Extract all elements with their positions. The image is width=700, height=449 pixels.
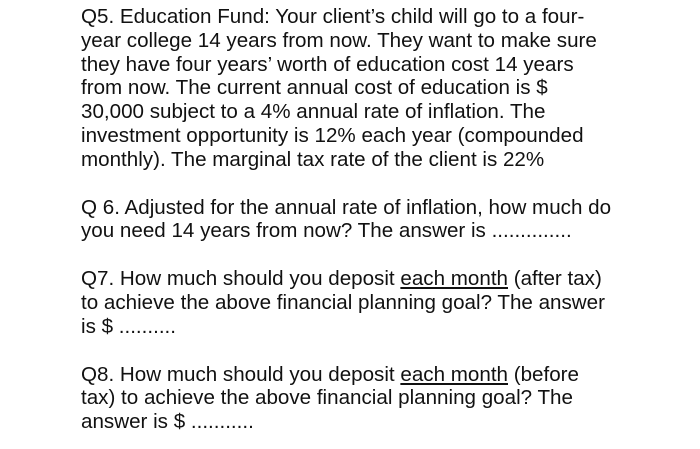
q7-line: is $ .......... xyxy=(81,314,176,338)
q8-line: answer is $ ........... xyxy=(81,410,254,434)
q5-line: monthly). The marginal tax rate of the client is 22% xyxy=(81,147,545,171)
question-7 xyxy=(81,267,693,338)
q8-line1-post: (before xyxy=(508,362,579,386)
q7-emphasis-each-month: each month xyxy=(400,267,508,291)
paragraph-gap xyxy=(81,243,693,267)
q5-line: investment opportunity is 12% each year (compounded xyxy=(81,123,584,147)
q8-line1-pre: Q8. How much should you deposit xyxy=(81,362,401,386)
q5-line: 30,000 subject to a 4% annual rate of inflation. The xyxy=(81,100,546,124)
q7-line: to achieve the above financial planning goal? The answer xyxy=(81,290,605,314)
q6-line: Q 6. Adjusted for the annual rate of inflation, how much do xyxy=(81,195,612,219)
q5-line: year college 14 years from now. They want to make sure xyxy=(81,28,597,52)
q7-line xyxy=(81,267,693,291)
q5-line: from now. The current annual cost of education is $ xyxy=(81,76,548,100)
document-body xyxy=(81,5,693,434)
q5-line: Q5. Education Fund: Your client’s child will go to a four- xyxy=(81,5,585,28)
q8-line: tax) to achieve the above financial planning goal? The xyxy=(81,386,573,410)
question-6 xyxy=(81,196,693,244)
q8-line xyxy=(81,363,693,387)
q7-line1-pre: Q7. How much should you deposit xyxy=(81,267,401,291)
paragraph-gap xyxy=(81,172,693,196)
q7-line1-post: (after tax) xyxy=(508,267,602,291)
q6-line: you need 14 years from now? The answer is .............. xyxy=(81,219,572,243)
q8-emphasis-each-month: each month xyxy=(400,362,508,386)
question-8 xyxy=(81,363,693,434)
paragraph-gap xyxy=(81,339,693,363)
question-5 xyxy=(81,5,693,172)
q5-line: they have four years’ worth of education cost 14 years xyxy=(81,52,574,76)
